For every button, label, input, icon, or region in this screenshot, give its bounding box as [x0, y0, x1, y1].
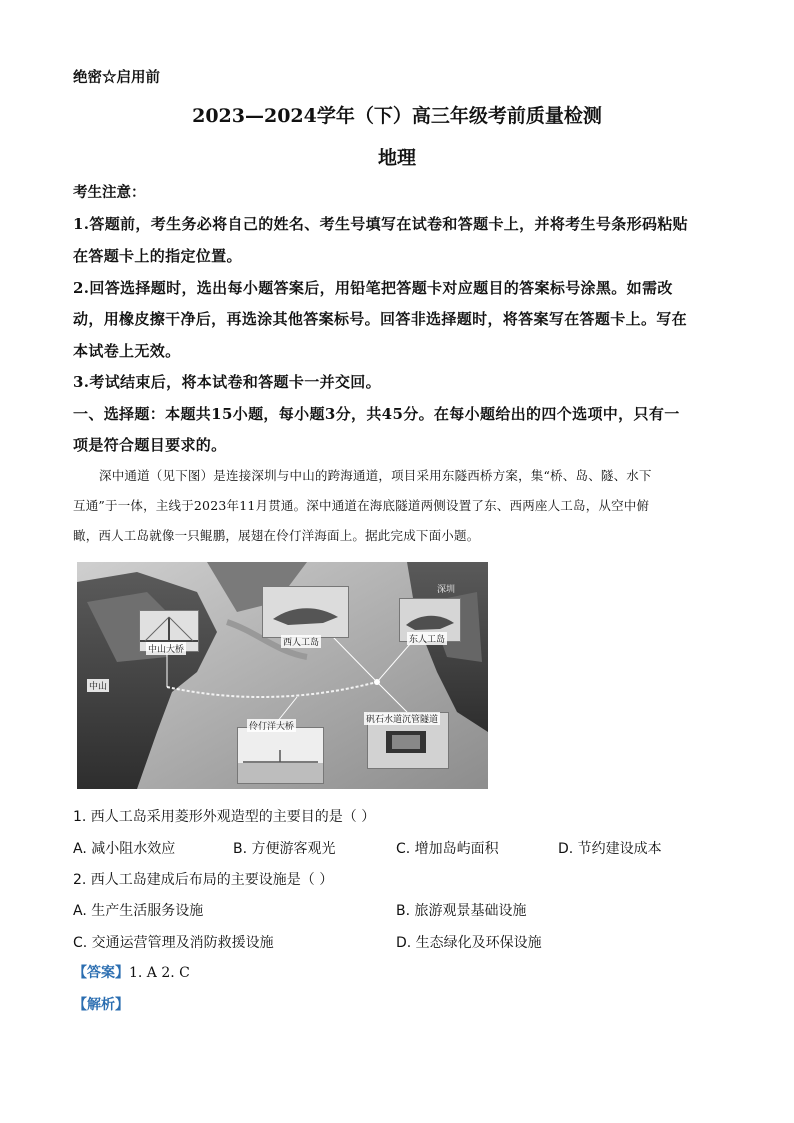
- question-2-option-c[interactable]: C. 交通运营管理及消防救援设施: [73, 935, 274, 951]
- question-2-stem: 2. 西人工岛建成后布局的主要设施是（ ）: [73, 872, 334, 888]
- passage-line: 深中通道（见下图）是连接深圳与中山的跨海通道，项目采用东隧西桥方案，集“桥、岛、隧、水下: [99, 468, 652, 483]
- aerial-map-figure: [77, 562, 488, 789]
- question-2-option-a[interactable]: A. 生产生活服务设施: [73, 903, 204, 919]
- question-2-option-d[interactable]: D. 生态绿化及环保设施: [396, 935, 542, 951]
- analysis-tag: 【解析】: [73, 997, 129, 1013]
- notice-heading: 考生注意：: [73, 184, 146, 201]
- question-1-option-c[interactable]: C. 增加岛屿面积: [396, 841, 499, 857]
- passage-line: 瞰，西人工岛就像一只鲲鹏，展翅在伶仃洋海面上。据此完成下面小题。: [73, 528, 480, 543]
- exam-title: 2023—2024学年（下）高三年级考前质量检测: [192, 105, 602, 127]
- notice-line: 1.答题前，考生务必将自己的姓名、考生号填写在试卷和答题卡上，并将考生号条形码粘贴: [73, 215, 689, 233]
- question-1-option-b[interactable]: B. 方便游客观光: [233, 841, 336, 857]
- bridge-icon: [238, 728, 323, 783]
- west-island-photo: [262, 586, 349, 638]
- notice-line: 3.考试结束后，将本试卷和答题卡一并交回。: [73, 373, 382, 391]
- zhongshan-label: 中山: [87, 679, 109, 692]
- lingdingyang-bridge-label: 伶仃洋大桥: [247, 719, 296, 732]
- east-island-label: 东人工岛: [407, 632, 447, 645]
- notice-line: 动，用橡皮擦干净后，再选涂其他答案标号。回答非选择题时，将答案写在答题卡上。写在: [73, 310, 688, 328]
- analysis-row: [73, 994, 129, 1014]
- west-island-label: 西人工岛: [281, 635, 321, 648]
- passage-line: 互通”于一体，主线于2023年11月贯通。深中通道在海底隧道两侧设置了东、西两座人工岛，从空中俯: [73, 498, 650, 513]
- question-1-option-d[interactable]: D. 节约建设成本: [558, 841, 662, 857]
- confidential-mark: 绝密☆启用前: [73, 69, 160, 86]
- answer-text: 1. A 2. C: [129, 965, 190, 981]
- notice-line: 本试卷上无效。: [73, 342, 181, 360]
- island-icon: [263, 587, 348, 637]
- shenzhen-label: 深圳: [437, 585, 456, 595]
- lingdingyang-bridge-photo: [237, 727, 324, 784]
- notice-line: 在答题卡上的指定位置。: [73, 247, 242, 265]
- section-heading-cont: 项是符合题目要求的。: [73, 436, 227, 454]
- question-1-option-a[interactable]: A. 减小阻水效应: [73, 841, 176, 857]
- section-heading: 一、选择题：本题共15小题，每小题3分，共45分。在每小题给出的四个选项中，只有一: [73, 405, 680, 423]
- notice-line: 2.回答选择题时，选出每小题答案后，用铅笔把答题卡对应题目的答案标号涂黑。如需改: [73, 279, 673, 297]
- question-2-option-b[interactable]: B. 旅游观景基础设施: [396, 903, 527, 919]
- tunnel-label: 矾石水道沉管隧道: [364, 712, 440, 725]
- answer-tag: 【答案】: [73, 965, 129, 981]
- question-1-stem: 1. 西人工岛采用菱形外观造型的主要目的是（ ）: [73, 809, 376, 825]
- zhongshan-bridge-label: 中山大桥: [146, 642, 186, 655]
- answer-row: [73, 962, 190, 982]
- subject-title: 地理: [377, 147, 416, 169]
